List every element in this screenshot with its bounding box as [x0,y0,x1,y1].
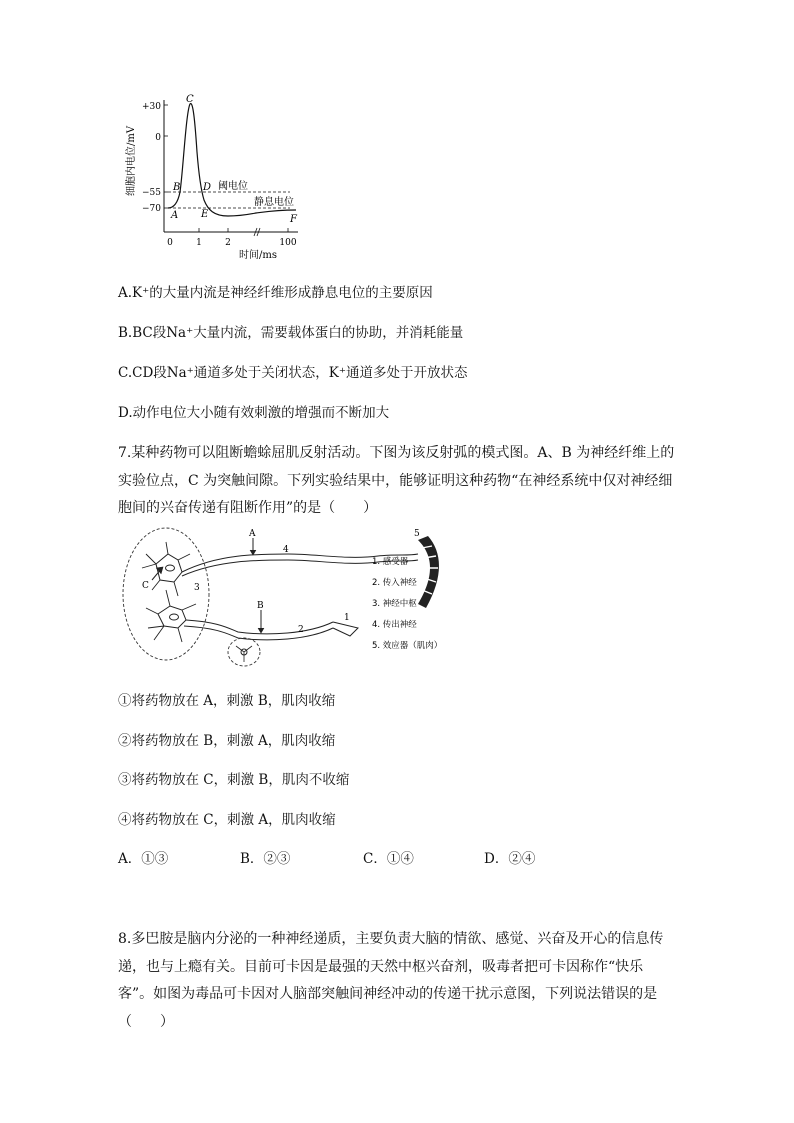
point-label-f: F [290,214,297,225]
point-label-b: B [173,182,181,193]
ytick-label: +30 [142,102,161,112]
q6-option-a: A.K⁺的大量内流是神经纤维形成静息电位的主要原因 [118,285,433,301]
label-3: 3 [194,583,200,593]
efferent-neuron-body [142,542,190,596]
label-5: 5 [414,529,420,539]
label-2: 2 [298,625,304,635]
xtick-label: 100 [279,238,297,248]
q7-stem: 7.某种药物可以阻断蟾蜍屈肌反射活动。下图为该反射弧的模式图。A、B 为神经纤维上的实验位点，C 为突触间隙。下列实验结果中，能够证明这种药物“在神经系统中仅对神经细胞间的兴奋传递有阻断作用”的是（ ） [118,445,675,516]
q7-statement-3: ③将药物放在 C，刺激 B，肌肉不收缩 [118,772,350,788]
afferent-nerve [186,620,333,634]
q7-statement-1: ①将药物放在 A，刺激 B，肌肉收缩 [118,693,336,709]
q7-choice-a: A．①③ [118,851,169,867]
q7-statement-4: ④将药物放在 C，刺激 A，肌肉收缩 [118,812,336,828]
point-label-e: E [201,209,209,220]
legend-item: 4. 传出神经 [372,620,417,630]
xtick-label: 2 [225,238,231,248]
point-label-d: D [203,182,212,193]
q7-choice-c: C．①④ [363,851,414,867]
legend-item: 3. 神经中枢 [372,599,417,609]
point-label-a: A [171,210,179,221]
reflex-arc-diagram [118,524,458,672]
q7-statement-2: ②将药物放在 B，刺激 A，肌肉收缩 [118,733,336,749]
q7-choice-b: B．②③ [240,851,291,867]
threshold-label: 阈电位 [218,181,248,192]
point-label-c: C [186,94,194,105]
label-1: 1 [344,613,350,623]
label-c: C [142,581,149,591]
membrane-potential-graph [118,92,318,262]
receptor [333,622,358,636]
q6-option-b: B.BC段Na⁺大量内流，需要载体蛋白的协助，并消耗能量 [118,325,464,341]
q8-stem: 8.多巴胺是脑内分泌的一种神经递质，主要负责大脑的情欲、感觉、兴奋及开心的信息传递，也与上瘾有关。目前可卡因是最强的天然中枢兴奋剂，吸毒者把可卡因称作“快乐客”。如图为毒品可卡因对人脑部突触间神经冲动的传递干扰示意图，下列说法错误的是（ ） [118,931,664,1030]
ytick-label: −70 [142,204,161,214]
label-a: A [249,529,256,539]
nerve-center-outline [123,528,209,660]
ytick-label: 0 [155,133,161,143]
q6-option-c: C.CD段Na⁺通道多处于关闭状态，K⁺通道多处于开放状态 [118,365,468,381]
xtick-label: 1 [196,238,202,248]
interneuron-body [146,590,196,642]
graph-xlabel: 时间/ms [239,250,277,261]
xtick-label: 0 [167,238,173,248]
q7-choice-d: D．②④ [484,851,536,867]
ytick-label: −55 [142,188,161,198]
legend-item: 1. 感受器 [372,557,409,567]
graph-ylabel: 细胞内电位/mV [126,125,137,196]
legend-item: 5. 效应器（肌肉） [372,641,443,651]
q6-option-d: D.动作电位大小随有效刺激的增强而不断加大 [118,405,390,421]
label-b: B [257,601,264,611]
resting-label: 静息电位 [254,197,294,208]
legend-item: 2. 传入神经 [372,578,417,588]
effector-muscle [418,536,439,608]
label-4: 4 [283,545,289,555]
